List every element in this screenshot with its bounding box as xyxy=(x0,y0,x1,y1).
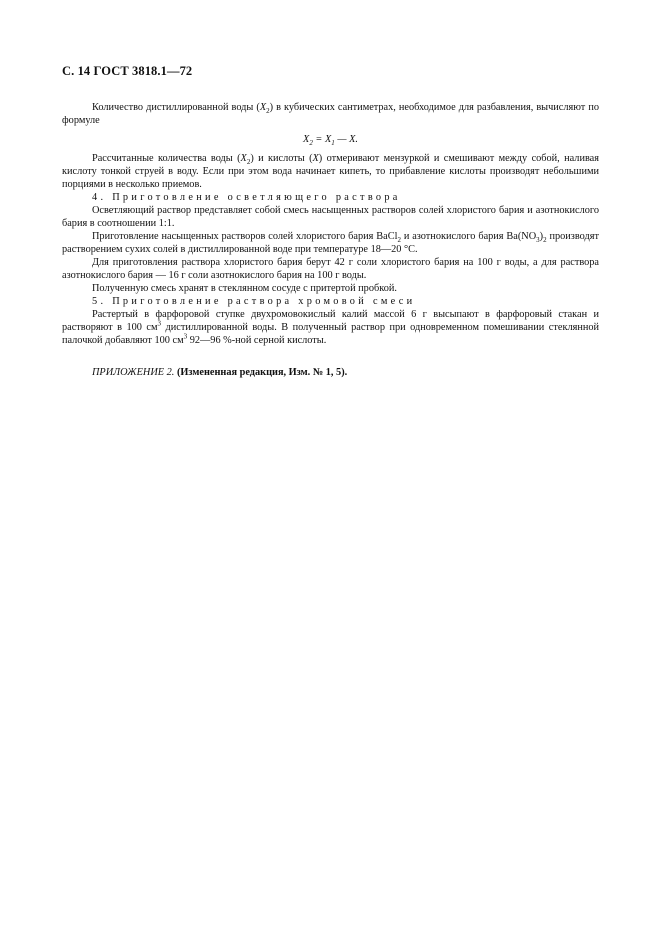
page-header: С. 14 ГОСТ 3818.1—72 xyxy=(62,64,193,78)
paragraph-mixing xyxy=(62,152,599,191)
subscript: 2 xyxy=(309,139,313,148)
section-title-4: 4. Приготовление осветляющего раствора xyxy=(92,192,401,203)
text-fragment: дистиллированной воды. В полученный раствор при одновременном помешивании стеклянной палочкой добавляют 100 см xyxy=(62,322,599,346)
text-fragment: и азотнокислого бария Ba(NO xyxy=(400,231,537,242)
formula-term: X. xyxy=(349,134,358,145)
text-fragment: производят растворением сухих солей в дистиллированной воде при температуре 18—20 °С. xyxy=(62,231,599,255)
formula-equals: = xyxy=(312,134,325,145)
revision-note: (Измененная редакция, Изм. № 1, 5). xyxy=(176,367,348,378)
subscript: 2 xyxy=(397,236,401,245)
paragraph-chromic-mixture xyxy=(62,308,599,347)
subscript: 2 xyxy=(266,107,270,116)
variable: X xyxy=(312,153,319,164)
text-fragment: Приготовление насыщенных растворов солей хлористого бария BaCl xyxy=(92,231,398,242)
text-fragment: Количество дистиллированной воды ( xyxy=(92,102,260,113)
paragraph-clarifying-solution: Осветляющий раствор представляет собой смесь насыщенных растворов солей хлористого бария и азотнокислого бария в соотношении 1:1. xyxy=(62,205,599,229)
document-page xyxy=(62,64,599,379)
text-fragment: Растертый в фарфоровой ступке двухромовокислый калий массой 6 г высыпают в фарфоровый стакан и растворяют в 100 см xyxy=(62,309,599,333)
formula xyxy=(62,133,599,146)
subscript: 1 xyxy=(331,139,335,148)
section-title-5: 5. Приготовление раствора хромовой смеси xyxy=(92,296,416,307)
subscript: 3 xyxy=(536,236,540,245)
text-fragment: ) xyxy=(539,231,544,242)
variable: X xyxy=(259,102,267,113)
subscript: 2 xyxy=(543,236,547,245)
paragraph-quantities: Для приготовления раствора хлористого бария берут 42 г соли хлористого бария на 100 г воды, а для раствора азотнокислого бария — 16 г соли азотнокислого бария на 100 г воды. xyxy=(62,257,599,281)
paragraph-saturated-solutions xyxy=(62,230,599,256)
superscript: 3 xyxy=(183,332,188,341)
superscript: 3 xyxy=(157,319,162,328)
text-fragment: 92—96 %-ной серной кислоты. xyxy=(187,335,327,346)
appendix-label: ПРИЛОЖЕНИЕ 2. xyxy=(92,367,175,378)
formula-minus: — xyxy=(334,134,350,145)
document-body xyxy=(62,101,599,379)
text-fragment: ) в кубических сантиметрах, необходимое для разбавления, вычисляют по формуле xyxy=(62,102,599,126)
variable: X xyxy=(240,153,247,164)
text-fragment: ) и кислоты ( xyxy=(250,153,313,164)
formula-term: X xyxy=(324,134,332,145)
text-fragment: ) отмеривают мензуркой и смешивают между собой, наливая кислоту тонкой струей в воду. Если при этом вода начинает кипеть, то прибавление кислоты производят небольшими порциями в несколько приемов. xyxy=(62,153,599,190)
appendix-note xyxy=(62,366,599,379)
paragraph-storage: Полученную смесь хранят в стеклянном сосуде с притертой пробкой. xyxy=(92,283,397,294)
formula-lhs: X xyxy=(303,134,310,145)
subscript: 2 xyxy=(246,158,251,167)
paragraph-water-quantity xyxy=(62,101,599,127)
text-fragment: Рассчитанные количества воды ( xyxy=(92,153,241,164)
